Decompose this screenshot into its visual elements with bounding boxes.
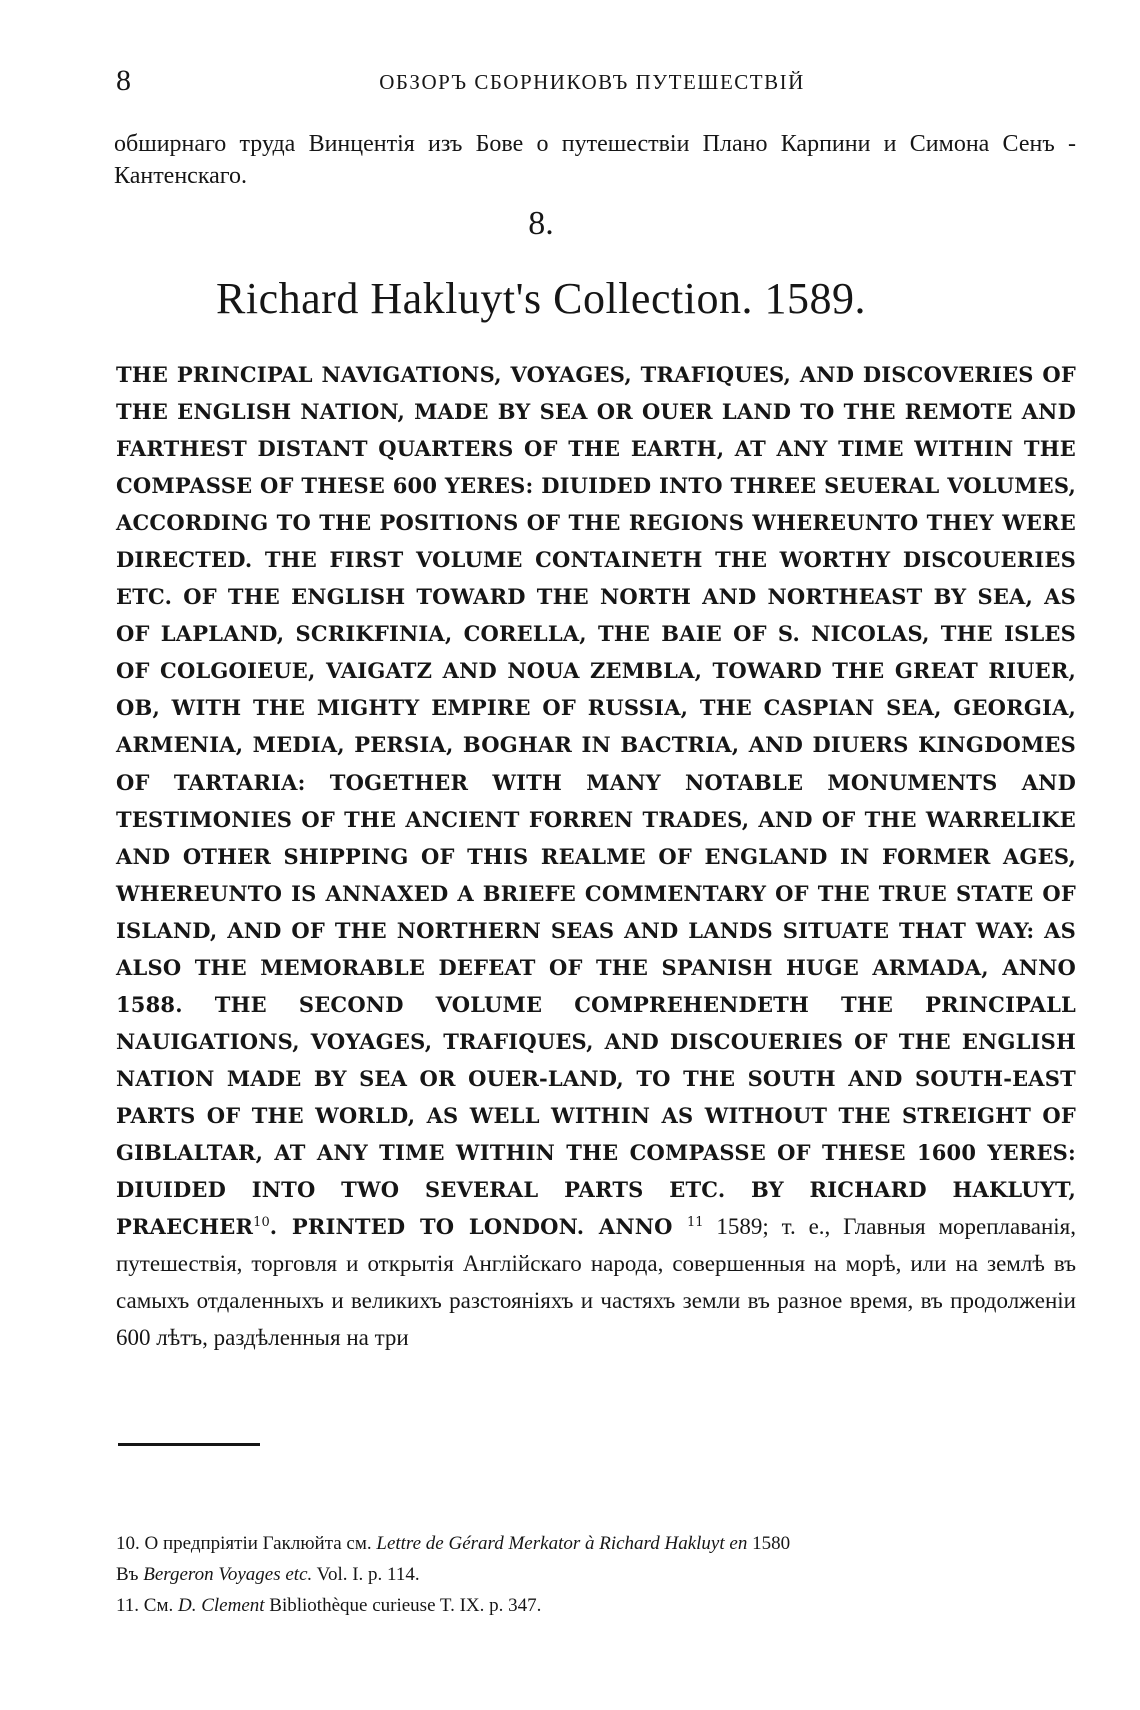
english-title-text-2: . PRINTED TO LONDON. ANNO <box>269 1214 673 1240</box>
russian-translation: т. е., Главныя мореплаванія, путешествія, торговля и открытія Англійскаго народа, совершенныя на морѣ, или на землѣ въ самыхъ отдаленныхъ и великихъ разстояніяхъ и частяхъ земли въ разное время, въ продолженіи 600 лѣтъ, раздѣленныя на три <box>116 1214 1077 1351</box>
section-number: 8. <box>528 205 554 242</box>
intro-paragraph: обширнаго труда Винцентія изъ Бове о путешествіи Плано Карпини и Симона Сенъ - Кантенскаго. <box>114 131 1076 189</box>
page-number: 8 <box>116 64 131 97</box>
collection-title: Richard Hakluyt's Collection. 1589. <box>216 274 866 323</box>
footnote-ref-10: 10 <box>253 1215 270 1231</box>
running-head <box>112 64 1072 104</box>
footnote-ref-11: 11 <box>687 1215 704 1231</box>
book-title-paragraph <box>116 356 1076 1356</box>
running-title: ОБЗОРЪ СБОРНИКОВЪ ПУТЕШЕСТВІЙ <box>379 70 805 94</box>
footnote-rule <box>118 1443 260 1446</box>
footnote-10-number: 10. <box>116 1533 140 1554</box>
footnote-11-number: 11. <box>116 1595 140 1616</box>
title-year: 1589; <box>703 1214 769 1240</box>
english-title-text: THE PRINCIPAL NAVIGATIONS, VOYAGES, TRAFIQUES, AND DISCOVERIES OF THE ENGLISH NATION, MADE BY SEA OR OUER LAND TO THE REMOTE AND FARTHEST DISTANT QUARTERS OF THE EARTH, AT ANY TIME WITHIN THE COMPASSE OF THESE 600 YERES: DIUIDED INTO THREE SEUERAL VOLUMES, ACCORDING TO THE POSITIONS OF THE REGIONS WHEREUNTO THEY WERE DIRECTED. THE FIRST VOLUME CONTAINETH THE WORTHY DISCOUERIES ETC. OF THE ENGLISH TOWARD THE NORTH AND NORTHEAST BY SEA, AS OF LAPLAND, SCRIKFINIA, CORELLA, THE BAIE OF S. NICOLAS, THE ISLES OF COLGOIEUE, VAIGATZ AND NOUA ZEMBLA, TOWARD THE GREAT RIUER, OB, WITH THE MIGHTY EMPIRE OF RUSSIA, THE CASPIAN SEA, GEORGIA, ARMENIA, MEDIA, PERSIA, BOGHAR IN BACTRIA, AND DIUERS KINGDOMES OF TARTARIA: TOGETHER WITH MANY NOTABLE MONUMENTS AND TESTIMONIES OF THE ANCIENT FORREN TRADES, AND OF THE WARRELIKE AND OTHER SHIPPING OF THIS REALME OF ENGLAND IN FORMER AGES, WHEREUNTO IS ANNAXED A BRIEFE COMMENTARY OF THE TRUE STATE OF ISLAND, AND OF THE NORTHERN SEAS AND LANDS SITUATE THAT WAY: AS ALSO THE MEMORABLE DEFEAT OF THE SPANISH HUGE ARMADA, ANNO 1588. THE SECOND VOLUME COMPREHENDETH THE PRINCIPALL NAUIGATIONS, VOYAGES, TRAFIQUES, AND DISCOUERIES OF THE ENGLISH NATION MADE BY SEA OR OUER-LAND, TO THE SOUTH AND SOUTH-EAST PARTS OF THE WORLD, AS WELL WITHIN AS WITHOUT THE STREIGHT OF GIBLALTAR, AT ANY TIME WITHIN THE COMPASSE OF THESE 1600 YERES: DIUIDED INTO TWO SEVERAL PARTS ETC. BY RICHARD HAKLUYT, PRAECHER <box>116 362 1076 1240</box>
footnote-10: 10. О предпріятіи Гаклюйта см. Lettre de Gérard Merkator à Richard Hakluyt en 1580 Въ Bergeron Voyages etc. Vol. I. p. 114. <box>116 1533 791 1585</box>
footnote-11: 11. См. D. Clement Bibliothèque curieuse T. IX. p. 347. <box>116 1595 542 1616</box>
